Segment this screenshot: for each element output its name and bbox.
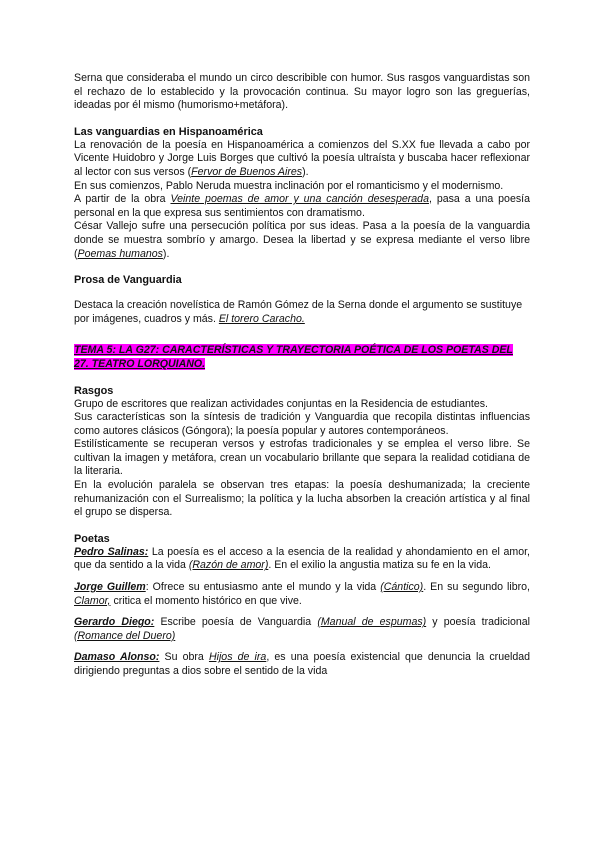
text: César Vallejo sufre una persecución política por sus ideas. Pasa a la poesía de la vanguardia donde se muestra sombrío y amargo. Desea la libertad y se expresa mediante el verso libre ( bbox=[74, 220, 530, 260]
poet-name: Pedro Salinas: bbox=[74, 545, 149, 558]
poet-name: Damaso Alonso: bbox=[74, 651, 160, 664]
rasgos-paragraph-1: Grupo de escritores que realizan actividades conjuntas en la Residencia de estudiantes. bbox=[74, 397, 488, 410]
work-title: Poemas humanos bbox=[77, 247, 163, 260]
text: Destaca la creación novelística de Ramón Gómez de la Serna donde el argumento se sustituye por imágenes, cuadros y más. bbox=[74, 299, 523, 325]
text: critica el momento histórico en que vive. bbox=[110, 594, 302, 607]
text: , es una poesía existencial que denuncia la crueldad dirigiendo preguntas a dios sobre el sentido de la vida bbox=[74, 651, 530, 677]
work-title: Veinte poemas de amor y una canción desesperada bbox=[170, 193, 429, 206]
text: . En el exilio la angustia matiza su fe en la vida. bbox=[268, 559, 491, 572]
prosa-paragraph bbox=[74, 299, 530, 326]
vanguardias-paragraph-1 bbox=[74, 139, 530, 180]
intro-paragraph: Serna que consideraba el mundo un circo describible con humor. Sus rasgos vanguardistas son el rechazo de lo establecido y la provocación continua. Su mayor logro son las greguerías, ideadas por él mismo (humorismo+metáfora). bbox=[74, 72, 530, 112]
heading-prosa: Prosa de Vanguardia bbox=[74, 274, 182, 287]
poet-diego bbox=[74, 616, 530, 643]
text: Escribe poesía de Vanguardia bbox=[154, 616, 318, 629]
poet-salinas bbox=[74, 546, 530, 573]
text: ). bbox=[302, 165, 309, 178]
text: : Ofrece su entusiasmo ante el mundo y la vida bbox=[145, 581, 381, 594]
work-title: El torero Caracho. bbox=[218, 312, 305, 325]
work-title: (Manual de espumas) bbox=[317, 616, 427, 629]
text: Su obra bbox=[159, 651, 209, 664]
poet-name: Gerardo Diego: bbox=[74, 616, 155, 629]
poet-guillen bbox=[74, 581, 530, 608]
vanguardias-paragraph-4 bbox=[74, 220, 530, 261]
work-title: (Razón de amor) bbox=[188, 559, 269, 572]
work-title: Clamor, bbox=[74, 594, 111, 607]
rasgos-paragraph-3: Estilísticamente se recuperan versos y estrofas tradicionales y se emplea el verso libre. Se cultivan la imagen y metáfora, crean un vocabulario brillante que separa la realidad cotidiana de la literaria. bbox=[74, 438, 530, 478]
work-title: Hijos de ira bbox=[208, 651, 267, 664]
text: y poesía tradicional bbox=[426, 616, 530, 629]
vanguardias-paragraph-3 bbox=[74, 193, 530, 220]
text: A partir de la obra bbox=[74, 193, 171, 206]
text: La poesía es el acceso a la esencia de la realidad y ahondamiento en el amor, que da sentido a la vida bbox=[74, 545, 530, 572]
highlighted-title: TEMA 5: LA G27: CARACTERÍSTICAS Y TRAYECTORIA POÉTICA DE LOS POETAS DEL 27. TEATRO LORQUIANO. bbox=[74, 344, 513, 370]
text: . En su segundo libro, bbox=[423, 581, 530, 594]
heading-poetas: Poetas bbox=[74, 532, 110, 545]
poet-name: Jorge Guillem bbox=[74, 581, 146, 594]
heading-vanguardias: Las vanguardias en Hispanoamérica bbox=[74, 125, 263, 138]
rasgos-paragraph-2: Sus características son la síntesis de tradición y Vanguardia que recopila distintas influencias como autores clásicos (Góngora); la poesía popular y autores contemporáneos. bbox=[74, 411, 530, 437]
work-title: (Cántico) bbox=[380, 581, 424, 594]
text: ). bbox=[162, 247, 170, 260]
rasgos-paragraph-4: En la evolución paralela se observan tres etapas: la poesía deshumanizada; la creciente rehumanización con el Surrealismo; la política y la lucha absorben la creación artística y al final el grupo se dispersa. bbox=[74, 479, 530, 519]
text: La renovación de la poesía en Hispanoamérica a comienzos del S.XX fue llevada a cabo por Vicente Huidobro y Jorge Luis Borges que cultivó la poesía ultraísta y buscaba hacer reflexionar al lector con sus versos ( bbox=[74, 138, 530, 178]
poet-alonso bbox=[74, 651, 530, 678]
tema-title bbox=[74, 344, 530, 371]
vanguardias-paragraph-2: En sus comienzos, Pablo Neruda muestra inclinación por el romanticismo y el modernismo. bbox=[74, 179, 504, 192]
work-title: Fervor de Buenos Aires bbox=[191, 165, 303, 178]
heading-rasgos: Rasgos bbox=[74, 384, 114, 397]
work-title: (Romance del Duero) bbox=[74, 629, 176, 642]
document-body bbox=[74, 72, 530, 679]
text: , pasa a una poesía personal en la que expresa sus sentimientos con dramatismo. bbox=[74, 193, 530, 219]
